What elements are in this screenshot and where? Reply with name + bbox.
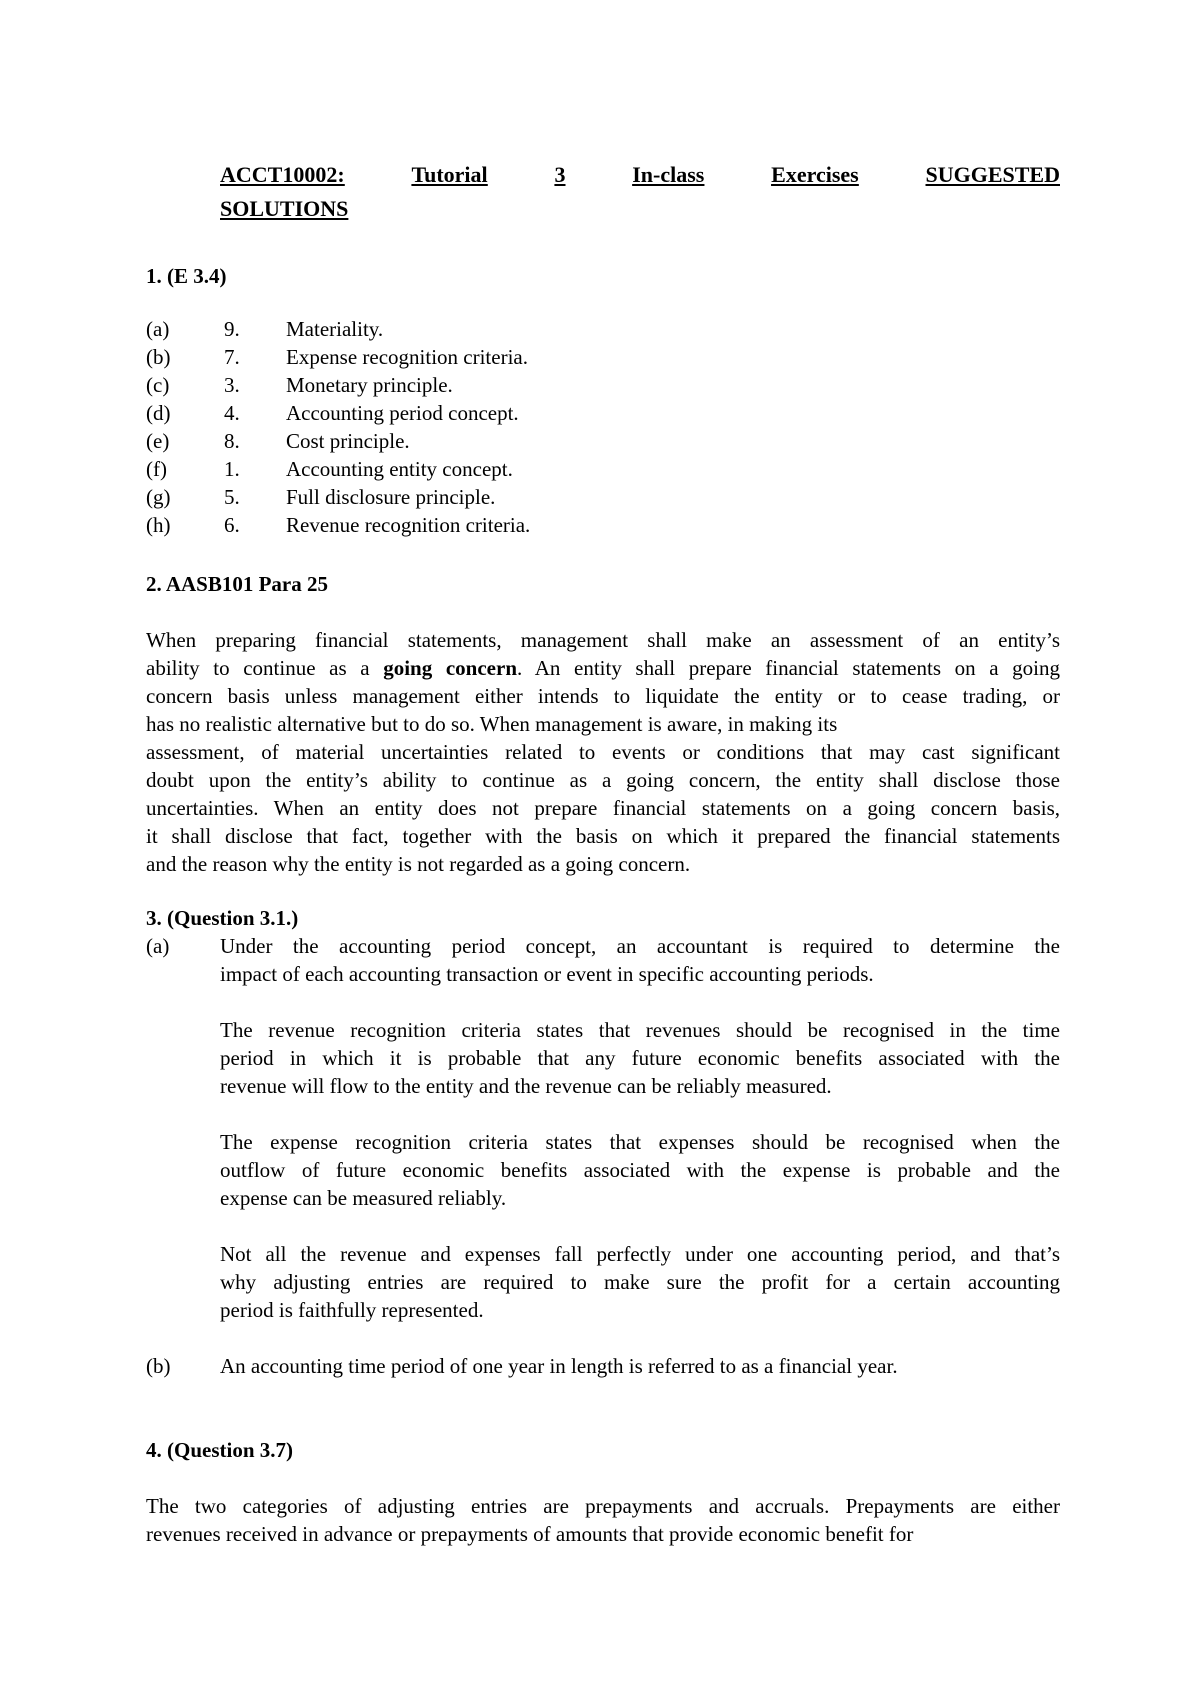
q3-heading: 3. (Question 3.1.): [146, 906, 299, 930]
item-text: Revenue recognition criteria.: [286, 513, 531, 537]
paragraph-line: [146, 654, 1060, 682]
list-item: [146, 455, 530, 483]
paragraph-line: The expense recognition criteria states that expenses should be recognised when the: [220, 1130, 1060, 1154]
paragraph-line: it shall disclose that fact, together with the basis on which it prepared the financial statements: [146, 824, 1060, 848]
item-letter: (c): [146, 373, 170, 397]
bold-term: going concern: [383, 656, 517, 680]
paragraph-line: impact of each accounting transaction or event in specific accounting periods.: [220, 962, 874, 986]
item-number: 9.: [224, 317, 240, 341]
list-item: [146, 483, 530, 511]
item-letter: (f): [146, 457, 167, 481]
item-text: Materiality.: [286, 317, 384, 341]
list-item: [146, 511, 530, 539]
title-word: Exercises: [771, 162, 859, 187]
title-word: ACCT10002:: [220, 162, 345, 187]
paragraph-line: outflow of future economic benefits associated with the expense is probable and the: [220, 1158, 1060, 1182]
title-line-2: SOLUTIONS: [220, 196, 349, 221]
text-run: . An entity shall prepare financial statements on a going: [517, 656, 1061, 680]
paragraph-line: revenues received in advance or prepayments of amounts that provide economic benefit for: [146, 1522, 914, 1546]
paragraph-line: The revenue recognition criteria states that revenues should be recognised in the time: [220, 1018, 1060, 1042]
paragraph-line: An accounting time period of one year in length is referred to as a financial year.: [220, 1354, 898, 1378]
paragraph-line: expense can be measured reliably.: [220, 1186, 507, 1210]
title-line-1: [220, 158, 1060, 192]
paragraph-line: concern basis unless management either intends to liquidate the entity or to cease trading, or: [146, 684, 1060, 708]
item-letter: (a): [146, 317, 170, 341]
title-word: SUGGESTED: [925, 162, 1060, 187]
item-number: 7.: [224, 345, 240, 369]
paragraph-line: and the reason why the entity is not regarded as a going concern.: [146, 852, 691, 876]
item-text: Full disclosure principle.: [286, 485, 496, 509]
item-letter: (b): [146, 345, 171, 369]
item-text: Accounting entity concept.: [286, 457, 513, 481]
q2-paragraph: [146, 626, 1060, 878]
item-text: Accounting period concept.: [286, 401, 519, 425]
list-item: [146, 427, 530, 455]
item-text: Expense recognition criteria.: [286, 345, 528, 369]
paragraph-line: assessment, of material uncertainties related to events or conditions that may cast significant: [146, 740, 1060, 764]
item-number: 6.: [224, 513, 240, 537]
item-number: 3.: [224, 373, 240, 397]
item-text: Monetary principle.: [286, 373, 453, 397]
paragraph-line: Not all the revenue and expenses fall perfectly under one accounting period, and that’s: [220, 1242, 1060, 1266]
paragraph-line: The two categories of adjusting entries are prepayments and accruals. Prepayments are either: [146, 1494, 1060, 1518]
q4-paragraph: [146, 1492, 1060, 1548]
q3-a-paragraph-2: [220, 1016, 1060, 1100]
paragraph-line: uncertainties. When an entity does not prepare financial statements on a going concern basis,: [146, 796, 1060, 820]
document-title: [220, 158, 1060, 226]
paragraph-line: When preparing financial statements, management shall make an assessment of an entity’s: [146, 628, 1060, 652]
title-word: Tutorial: [411, 162, 488, 187]
q1-heading: 1. (E 3.4): [146, 264, 227, 288]
title-word: In-class: [632, 162, 705, 187]
title-word: 3: [554, 162, 566, 187]
item-letter: (d): [146, 401, 171, 425]
item-letter: (h): [146, 513, 171, 537]
q3-a-paragraph-3: [220, 1128, 1060, 1212]
list-item: [146, 399, 530, 427]
q4-heading: 4. (Question 3.7): [146, 1438, 293, 1462]
item-number: 4.: [224, 401, 240, 425]
text-run: ability to continue as a: [146, 656, 384, 680]
q1-answer-list: [146, 315, 530, 539]
paragraph-line: why adjusting entries are required to make sure the profit for a certain accounting: [220, 1270, 1060, 1294]
paragraph-line: Under the accounting period concept, an accountant is required to determine the: [220, 934, 1060, 958]
list-item: [146, 371, 530, 399]
q2-heading: 2. AASB101 Para 25: [146, 572, 329, 596]
paragraph-line: period in which it is probable that any future economic benefits associated with the: [220, 1046, 1060, 1070]
paragraph-line: doubt upon the entity’s ability to continue as a going concern, the entity shall disclose those: [146, 768, 1060, 792]
item-letter: (e): [146, 429, 170, 453]
part-label: (a): [146, 934, 170, 958]
item-number: 5.: [224, 485, 240, 509]
q3-a-paragraph-1: [220, 932, 1060, 988]
paragraph-line: revenue will flow to the entity and the revenue can be reliably measured.: [220, 1074, 832, 1098]
list-item: [146, 343, 530, 371]
paragraph-line: has no realistic alternative but to do so. When management is aware, in making its: [146, 712, 838, 736]
part-label: (b): [146, 1354, 171, 1378]
item-number: 1.: [224, 457, 240, 481]
item-number: 8.: [224, 429, 240, 453]
item-text: Cost principle.: [286, 429, 410, 453]
q3-b-paragraph: [220, 1352, 1060, 1380]
item-letter: (g): [146, 485, 171, 509]
q3-a-paragraph-4: [220, 1240, 1060, 1324]
list-item: [146, 315, 530, 343]
paragraph-line: period is faithfully represented.: [220, 1298, 484, 1322]
